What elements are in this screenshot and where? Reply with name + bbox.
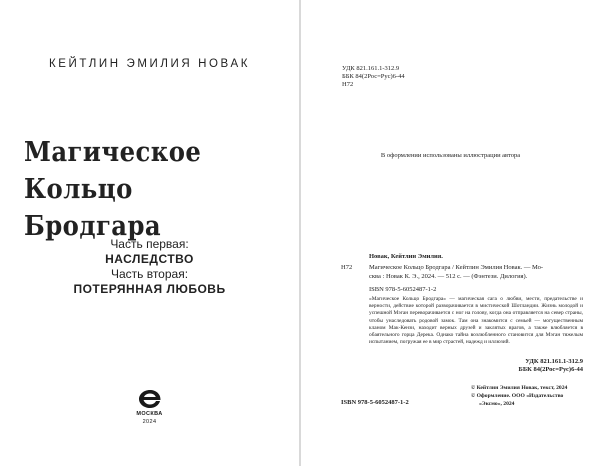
annotation: «Магическое Кольцо Бродгара» — магическая сага о любви, мести, предательстве и верности, действие которой разворачивается в мистической Шотландии. Жизнь молодой и успешной Мэган переворачивается с ног на голову, когда она отправляется на север страны, чтобы унаследовать родовой замок. Там она знакомится с семьей — могущественным кланом Мак-Кензи, находит верных друзей и заклятых врагов, а также влюбляется в обаятельного горца Дерека. Однако тайна возлюбленного становится для Мэган тяжелым испытанием, погружая ее в мир страстей, надежд и иллюзий.	[369, 296, 583, 346]
catalog-author: Новак, Кейтлин Эмилия.	[369, 253, 443, 260]
right-page	[301, 0, 600, 466]
publication-year: 2024	[142, 419, 157, 425]
catalog-sign: Н72	[341, 264, 353, 271]
bbk-code: ББК 84(2Рос=Рус)6-44	[342, 73, 405, 80]
part2-label: Часть вторая:	[110, 267, 189, 281]
parts-list	[0, 237, 299, 297]
catalog-title: Магическое Кольцо Бродгара / Кейтлин Эмилия Новак. — Мо-	[369, 264, 544, 271]
publisher-city: МОСКВА	[136, 411, 163, 417]
book-title-line1: Магическое Кольцо	[24, 137, 202, 205]
author-sign: Н72	[342, 81, 354, 88]
copyright-text: © Кейтлин Эмилия Новак, текст, 2024	[471, 385, 568, 391]
catalog-publication: сква : Новак К. Э., 2024. — 512 с. — (Фэнтези. Дилогия).	[369, 273, 528, 280]
part1-label: Часть первая:	[110, 237, 189, 251]
isbn-bold: ISBN 978-5-6052487-1-2	[341, 399, 409, 406]
illustrations-note: В оформлении использованы иллюстрации автора	[380, 152, 521, 159]
book-title-line2: Бродгара	[24, 211, 162, 242]
udk-bold: УДК 821.161.1-312.9	[525, 358, 583, 365]
book-title	[24, 134, 258, 245]
publisher-logo-icon	[136, 389, 164, 409]
udk-code: УДК 821.161.1-312.9	[342, 65, 400, 72]
part1-name: НАСЛЕДСТВО	[105, 252, 194, 266]
copyright-publisher: «Эксмо», 2024	[479, 401, 515, 407]
isbn-small: ISBN 978-5-6052487-1-2	[369, 286, 437, 293]
left-page	[0, 0, 299, 466]
part2-name: ПОТЕРЯННАЯ ЛЮБОВЬ	[73, 282, 226, 296]
copyright-design: © Оформление. ООО «Издательство	[471, 393, 564, 399]
bbk-bold: ББК 84(2Рос=Рус)6-44	[518, 366, 583, 373]
author-name: КЕЙТЛИН ЭМИЛИЯ НОВАК	[48, 58, 251, 70]
